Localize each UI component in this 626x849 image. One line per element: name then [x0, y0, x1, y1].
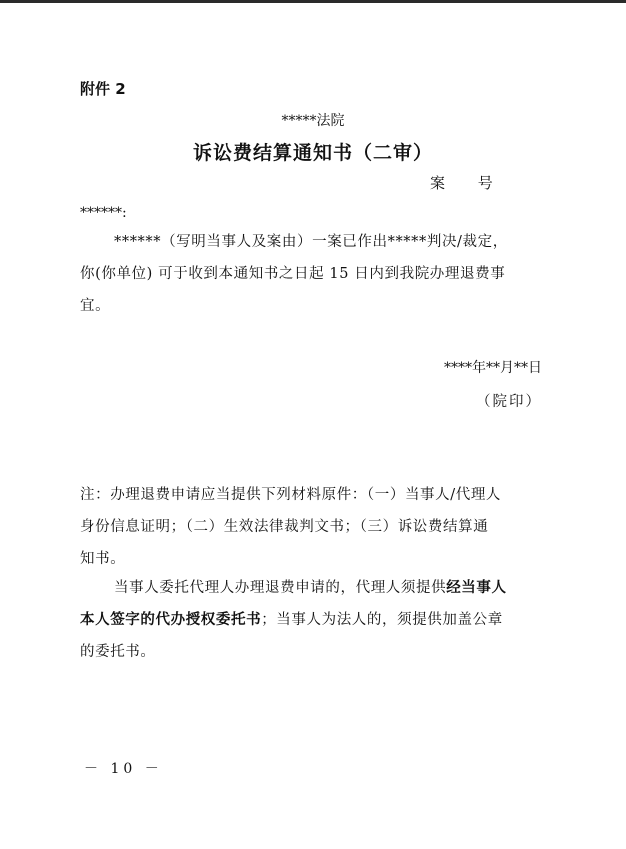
court-name: *****法院: [281, 113, 345, 129]
top-border-line: [0, 0, 626, 3]
note-line-3: 知书。: [80, 551, 126, 567]
document-title: 诉讼费结算通知书（二审）: [192, 142, 433, 164]
delegate-line-1-emphasis: 经当事人: [446, 579, 507, 596]
notice-body-paragraph: [80, 226, 550, 322]
delegate-line-3: 的委托书。: [80, 644, 156, 660]
delegate-line-1: [80, 572, 550, 604]
body-line-2: 你(你单位) 可于收到本通知书之日起 15 日内到我院办理退费事: [80, 266, 506, 282]
delegate-line-2: [80, 604, 550, 636]
note-line-2: 身份信息证明；（二）生效法律裁判文书；（三）诉讼费结算通: [80, 519, 489, 535]
page-number: － 10 －: [84, 761, 163, 777]
attachment-label: 附件 2: [80, 80, 126, 98]
delegate-line-1-text: 当事人委托代理人办理退费申请的，代理人须提供: [114, 580, 447, 596]
court-seal-placeholder: （院印）: [476, 394, 542, 410]
case-number-label: 案 号: [430, 174, 507, 192]
delegate-line-2-text: ；当事人为法人的，须提供加盖公章: [261, 612, 503, 628]
note-line-1: 注：办理退费申请应当提供下列材料原件：（一）当事人/代理人: [80, 487, 502, 503]
body-line-1: ******（写明当事人及案由）一案已作出*****判决/裁定，: [114, 234, 508, 250]
delegate-note-paragraph: [80, 572, 550, 668]
issue-date: ****年**月**日: [444, 360, 542, 376]
body-line-3: 宜。: [80, 298, 111, 314]
note-paragraph: [80, 479, 550, 575]
addressee: ******:: [80, 205, 127, 221]
delegate-line-2-emphasis: 本人签字的代办授权委托书: [80, 611, 262, 628]
